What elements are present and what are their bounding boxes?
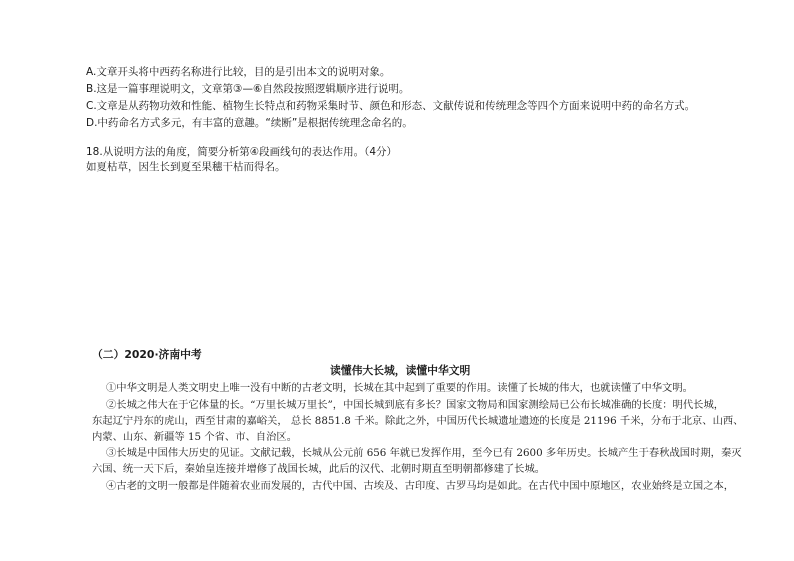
option-d: D.中药命名方式多元，有丰富的意趣。“续断”是根据传统理念命名的。 (86, 117, 413, 129)
option-b: B.这是一篇事理说明文，文章第③—⑥自然段按照逻辑顺序进行说明。 (86, 83, 410, 95)
article-paragraph-2-line-2: 东起辽宁丹东的虎山，西至甘肃的嘉峪关， 总长 8851.8 千米。除此之外，中国历代长城遗址遗迹的长度是 21196 千米，分布于北京、山西、 (92, 415, 744, 427)
question-18-stem: 18.从说明方法的角度，简要分析第④段画线句的表达作用。（4分） (86, 146, 398, 158)
article-paragraph-3-line-1: ③长城是中国伟大历史的见证。文献记载，长城从公元前 656 年就已发挥作用，至今已有 2600 多年历史。长城产生于春秋战国时期，秦灭 (106, 447, 742, 459)
question-18-quote: 如夏枯草，因生长到夏至果穗干枯而得名。 (86, 161, 286, 173)
section-header: （二）2020·济南中考 (92, 348, 202, 361)
article-paragraph-2-line-3: 内蒙、山东、新疆等 15 个省、市、自治区。 (92, 431, 297, 443)
article-paragraph-4-line-1: ④古老的文明一般都是伴随着农业而发展的，古代中国、古埃及、古印度、古罗马均是如此。在古代中国中原地区，农业始终是立国之本， (106, 480, 735, 492)
article-paragraph-1: ①中华文明是人类文明史上唯一没有中断的古老文明，长城在其中起到了重要的作用。读懂了长城的伟大，也就读懂了中华文明。 (106, 382, 693, 394)
article-title: 读懂伟大长城，读懂中华文明 (330, 364, 471, 377)
option-a: A.文章开头将中西药名称进行比较，目的是引出本文的说明对象。 (86, 66, 391, 78)
article-paragraph-3-line-2: 六国、统一天下后，秦始皇连接并增修了战国长城，此后的汉代、北朝时期直至明朝都修建了长城。 (92, 463, 546, 475)
article-paragraph-2-line-1: ②长城之伟大在于它体量的长。“万里长城万里长”，中国长城到底有多长？国家文物局和国家测绘局已公布长城准确的长度：明代长城， (106, 399, 725, 411)
option-c: C.文章是从药物功效和性能、植物生长特点和药物采集时节、颜色和形态、文献传说和传统理念等四个方面来说明中药的命名方式。 (86, 100, 696, 112)
